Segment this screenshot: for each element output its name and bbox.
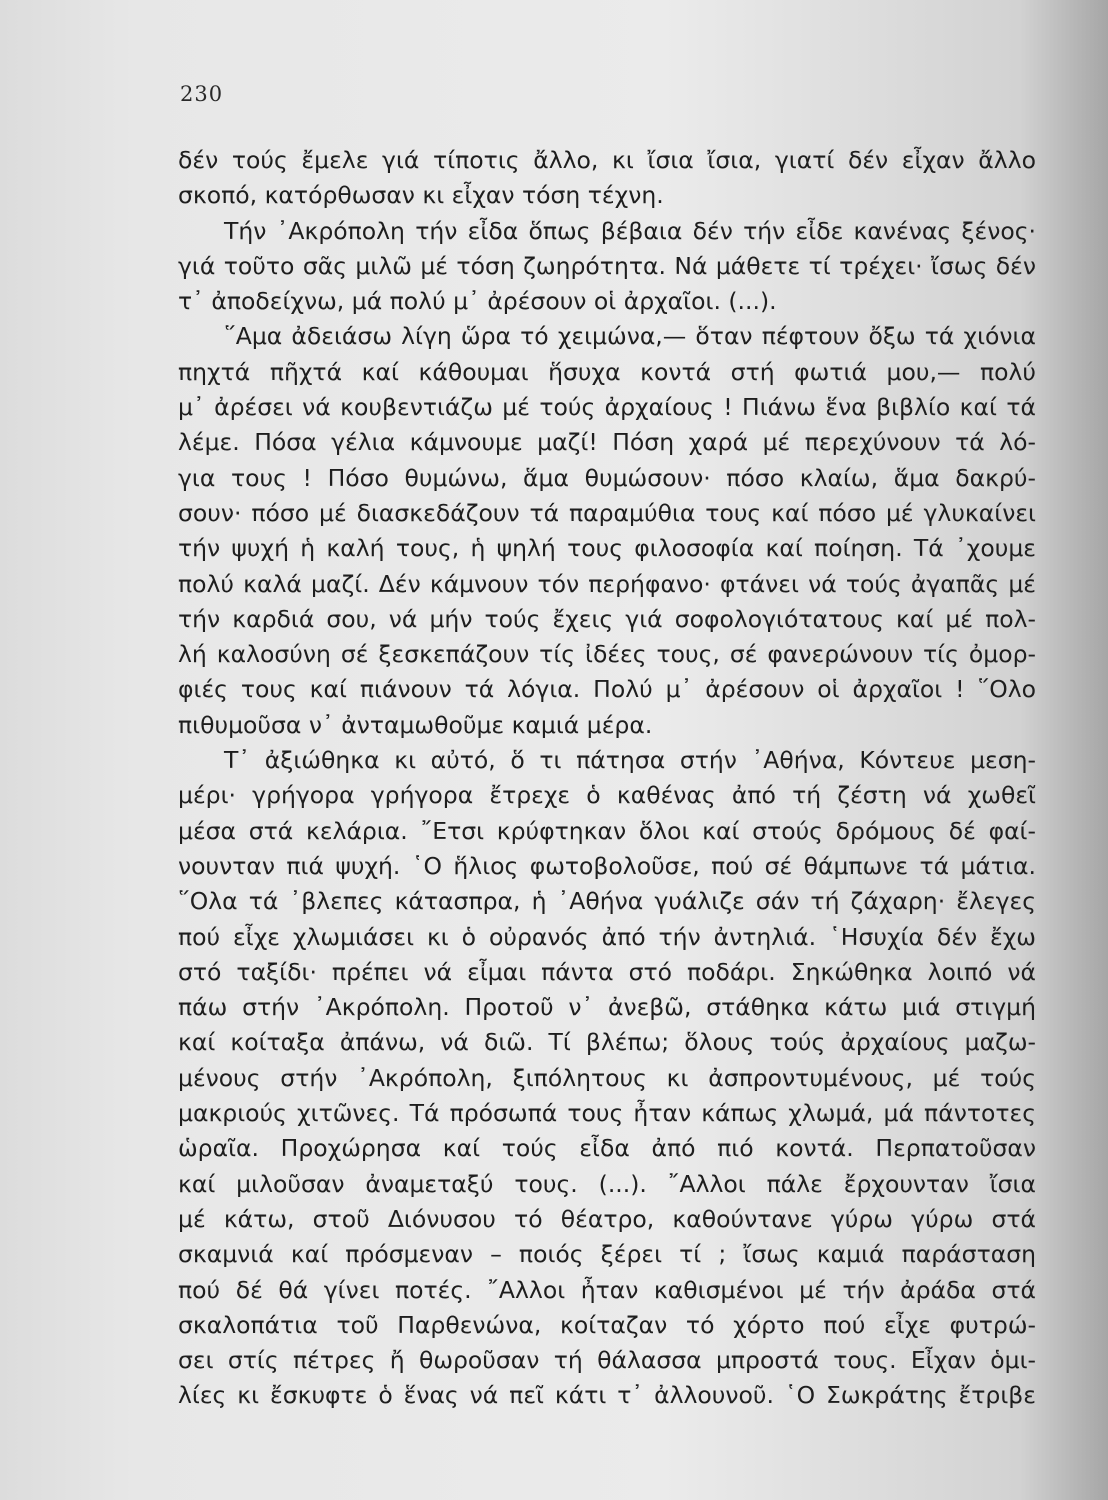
text-line: Τ᾿ ἀξιώθηκα κι αὐτό, ὅ τι πάτησα στήν ᾿Αθήνα, Κόντευε μεση- [224,746,1036,775]
text-line: τ᾿ ἀποδείχνω, μά πολύ μ᾿ ἀρέσουν οἱ ἀρχαῖοι. (...). [178,287,777,316]
text-line: καί μιλοῦσαν ἀναμεταξύ τους. (...). ῎Αλλοι πάλε ἔρχουνταν ἴσια [178,1169,1036,1198]
text-line: Τήν ᾿Ακρόπολη τήν εἶδα ὅπως βέβαια δέν τήν εἶδε κανένας ξένος· [224,216,1036,245]
text-line: σκοπό, κατόρθωσαν κι εἶχαν τόση τέχνη. [178,181,664,210]
page-number: 230 [180,82,224,106]
text-line: μακριούς χιτῶνες. Τά πρόσωπά τους ἦταν κάπως χλωμά, μά πάντοτες [178,1099,1036,1128]
text-line: στό ταξίδι· πρέπει νά εἶμαι πάντα στό ποδάρι. Σηκώθηκα λοιπό νά [178,957,1036,986]
text-line: λέμε. Πόσα γέλια κάμνουμε μαζί! Πόση χαρά μέ περεχύνουν τά λό- [178,428,1036,457]
text-line: φιές τους καί πιάνουν τά λόγια. Πολύ μ᾿ ἀρέσουν οἱ ἀρχαῖοι ! ῞Ολο [178,675,1036,704]
text-line: για τους ! Πόσο θυμώνω, ἅμα θυμώσουν· πόσο κλαίω, ἅμα δακρύ- [178,463,1036,492]
text-line: πηχτά πῆχτά καί κάθουμαι ἥσυχα κοντά στή φωτιά μου,— πολύ [178,357,1036,386]
text-line: μέρι· γρήγορα γρήγορα ἔτρεχε ὁ καθένας ἀπό τή ζέστη νά χωθεῖ [178,781,1036,810]
text-line: γιά τοῦτο σᾶς μιλῶ μέ τόση ζωηρότητα. Νά μάθετε τί τρέχει· ἴσως δέν [178,251,1036,280]
text-line: σει στίς πέτρες ἤ θωροῦσαν τή θάλασσα μπροστά τους. Εἶχαν ὁμι- [178,1346,1036,1375]
text-line: τήν καρδιά σου, νά μήν τούς ἔχεις γιά σοφολογιότατους καί μέ πολ- [178,604,1036,633]
text-line: σκαλοπάτια τοῦ Παρθενώνα, κοίταζαν τό χόρτο πού εἶχε φυτρώ- [178,1310,1036,1339]
text-line: πού εἶχε χλωμιάσει κι ὁ οὐρανός ἀπό τήν ἀντηλιά. ῾Ησυχία δέν ἔχω [178,922,1036,951]
text-line: νουνταν πιά ψυχή. ῾Ο ἥλιος φωτοβολοῦσε, πού σέ θάμπωνε τά μάτια. [178,851,1036,880]
text-line: ῞Αμα ἀδειάσω λίγη ὥρα τό χειμώνα,— ὅταν πέφτουν ὄξω τά χιόνια [224,322,1036,351]
text-line: σκαμνιά καί πρόσμεναν – ποιός ξέρει τί ; ἴσως καμιά παράσταση [178,1240,1036,1269]
text-line: πιθυμοῦσα ν᾿ ἀνταμωθοῦμε καμιά μέρα. [178,710,653,739]
text-line: μέ κάτω, στοῦ Διόνυσου τό θέατρο, καθούντανε γύρω γύρω στά [178,1204,1036,1233]
text-line: λίες κι ἔσκυφτε ὁ ἕνας νά πεῖ κάτι τ᾿ ἀλλουνοῦ. ῾Ο Σωκράτης ἔτριβε [178,1381,1036,1410]
text-line: μένους στήν ᾿Ακρόπολη, ξιπόλητους κι ἀσπροντυμένους, μέ τούς [178,1063,1036,1092]
text-line: ῞Ολα τά ᾿βλεπες κάτασπρα, ἡ ᾿Αθήνα γυάλιζε σάν τή ζάχαρη· ἔλεγες [178,887,1036,916]
text-line: πού δέ θά γίνει ποτές. ῎Αλλοι ἦταν καθισμένοι μέ τήν ἀράδα στά [178,1275,1036,1304]
text-line: ὡραῖα. Προχώρησα καί τούς εἶδα ἀπό πιό κοντά. Περπατοῦσαν [178,1134,1036,1163]
text-line: πάω στήν ᾿Ακρόπολη. Προτοῦ ν᾿ ἀνεβῶ, στάθηκα κάτω μιά στιγμή [178,993,1036,1022]
text-line: δέν τούς ἔμελε γιά τίποτις ἄλλο, κι ἴσια ἴσια, γιατί δέν εἶχαν ἄλλο [178,146,1036,174]
text-line: τήν ψυχή ἡ καλή τους, ἡ ψηλή τους φιλοσοφία καί ποίηση. Τά ᾿χουμε [178,534,1036,563]
body-text [178,143,1036,1414]
text-line: λή καλοσύνη σέ ξεσκεπάζουν τίς ἰδέες τους, σέ φανερώνουν τίς ὀμορ- [178,640,1036,669]
text-line: μέσα στά κελάρια. ῎Ετσι κρύφτηκαν ὅλοι καί στούς δρόμους δέ φαί- [178,816,1036,845]
text-line: πολύ καλά μαζί. Δέν κάμνουν τόν περήφανο· φτάνει νά τούς ἀγαπᾶς μέ [178,569,1036,598]
text-line: μ᾿ ἀρέσει νά κουβεντιάζω μέ τούς ἀρχαίους ! Πιάνω ἕνα βιβλίο καί τά [178,393,1036,422]
text-line: καί κοίταξα ἀπάνω, νά διῶ. Τί βλέπω; ὅλους τούς ἀρχαίους μαζω- [178,1028,1036,1057]
text-line: σουν· πόσο μέ διασκεδάζουν τά παραμύθια τους καί πόσο μέ γλυκαίνει [178,498,1036,527]
